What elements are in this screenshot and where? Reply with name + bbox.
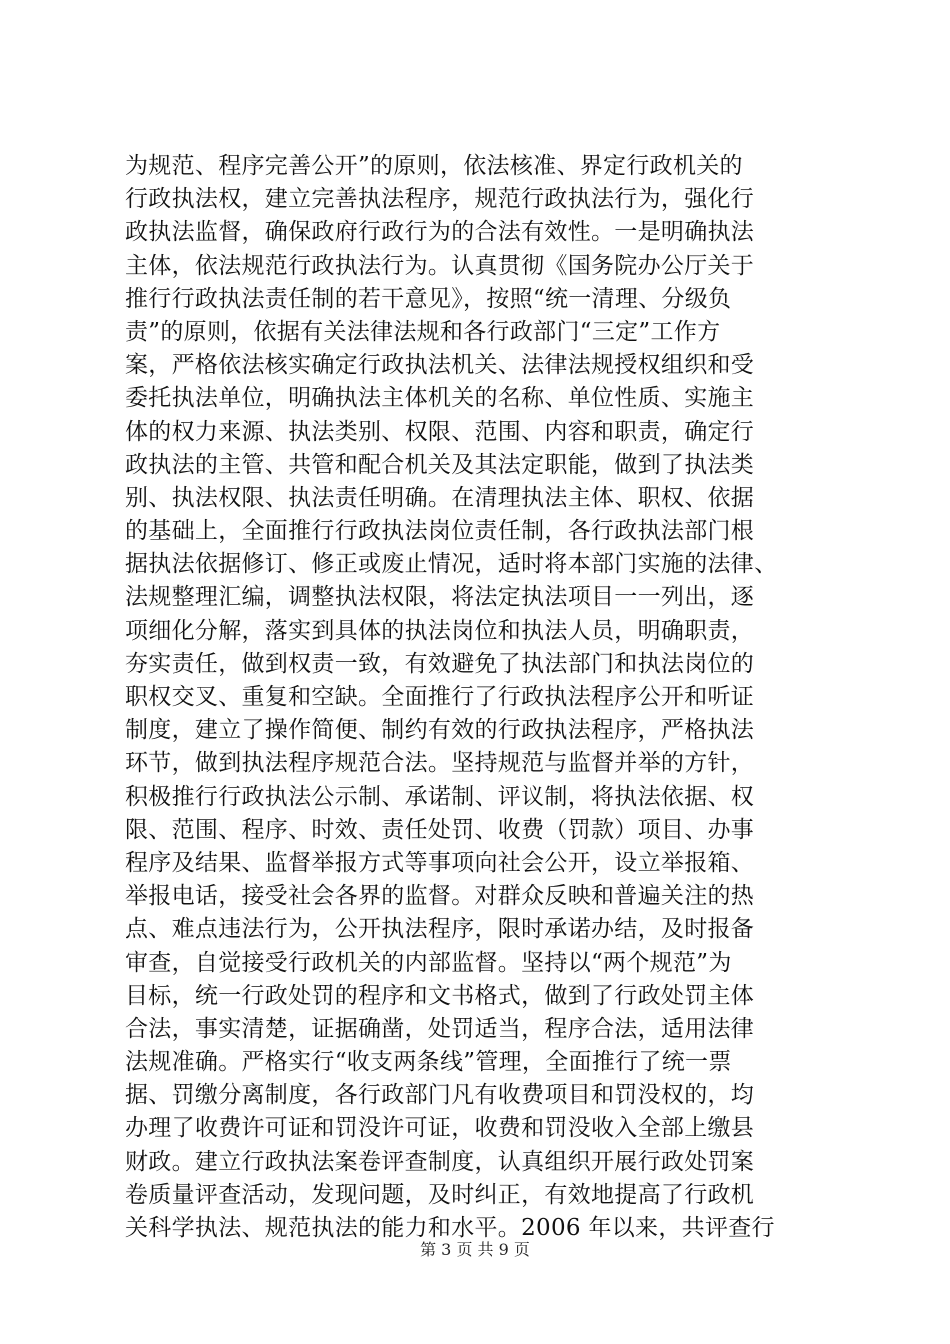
- text-line: 举报电话，接受社会各界的监督。对群众反映和普遍关注的热: [125, 883, 755, 910]
- text-line: 项细化分解，落实到具体的执法岗位和执法人员，明确职责，: [125, 617, 755, 644]
- text-line: 卷质量评查活动，发现问题，及时纠正，有效地提高了行政机: [125, 1181, 755, 1208]
- text-line: 案，严格依法核实确定行政执法机关、法律法规授权组织和受: [125, 352, 755, 379]
- text-line: 审查，自觉接受行政机关的内部监督。坚持以“两个规范”为: [125, 949, 732, 976]
- text-line: 积极推行行政执法公示制、承诺制、评议制，将执法依据、权: [125, 783, 755, 810]
- text-line: 政执法的主管、共管和配合机关及其法定职能，做到了执法类: [125, 451, 755, 478]
- text-line: 限、范围、程序、时效、责任处罚、收费（罚款）项目、办事: [125, 816, 755, 843]
- page-number-footer: 第 3 页 共 9 页: [420, 1240, 530, 1259]
- text-line: 为规范、程序完善公开”的原则，依法核准、界定行政机关的: [125, 153, 743, 179]
- text-line: 合法，事实清楚，证据确凿，处罚适当，程序合法，适用法律: [125, 1015, 755, 1042]
- text-line: 程序及结果、监督举报方式等事项向社会公开，设立举报箱、: [125, 849, 755, 876]
- text-line: 的基础上，全面推行行政执法岗位责任制，各行政执法部门根: [125, 518, 755, 545]
- text-line: 夯实责任，做到权责一致，有效避免了执法部门和执法岗位的: [125, 650, 755, 677]
- text-line: 法规准确。严格实行“收支两条线”管理，全面推行了统一票: [125, 1049, 732, 1076]
- text-line: 体的权力来源、执法类别、权限、范围、内容和职责，确定行: [125, 418, 755, 445]
- text-line: 主体，依法规范行政执法行为。认真贯彻《国务院办公厅关于: [125, 252, 755, 279]
- text-line: 责”的原则，依据有关法律法规和各行政部门“三定”工作方: [125, 318, 721, 345]
- text-line: 别、执法权限、执法责任明确。在清理执法主体、职权、依据: [125, 484, 755, 511]
- text-line: 财政。建立行政执法案卷评查制度，认真组织开展行政处罚案: [125, 1148, 755, 1175]
- text-line: 法规整理汇编，调整执法权限，将法定执法项目一一列出，逐: [125, 584, 755, 611]
- text-line: 据、罚缴分离制度，各行政部门凡有收费项目和罚没权的，均: [125, 1082, 755, 1109]
- text-line: 关科学执法、规范执法的能力和水平。2006 年以来，共评查行: [125, 1215, 775, 1241]
- text-line: 委托执法单位，明确执法主体机关的名称、单位性质、实施主: [125, 385, 755, 412]
- text-line: 据执法依据修订、修正或废止情况，适时将本部门实施的法律、: [125, 551, 778, 578]
- body-text: [125, 150, 845, 1245]
- text-line: 环节，做到执法程序规范合法。坚持规范与监督并举的方针，: [125, 750, 755, 777]
- text-line: 政执法监督，确保政府行政行为的合法有效性。一是明确执法: [125, 219, 755, 246]
- text-line: 行政执法权，建立完善执法程序，规范行政执法行为，强化行: [125, 186, 755, 213]
- text-line: 目标，统一行政处罚的程序和文书格式，做到了行政处罚主体: [125, 982, 755, 1009]
- text-line: 点、难点违法行为，公开执法程序，限时承诺办结，及时报备: [125, 916, 755, 943]
- text-line: 推行行政执法责任制的若干意见》，按照“统一清理、分级负: [125, 285, 732, 312]
- text-line: 办理了收费许可证和罚没许可证，收费和罚没收入全部上缴县: [125, 1115, 755, 1142]
- text-line: 制度，建立了操作简便、制约有效的行政执法程序，严格执法: [125, 717, 755, 744]
- text-line: 职权交叉、重复和空缺。全面推行了行政执法程序公开和听证: [125, 684, 755, 710]
